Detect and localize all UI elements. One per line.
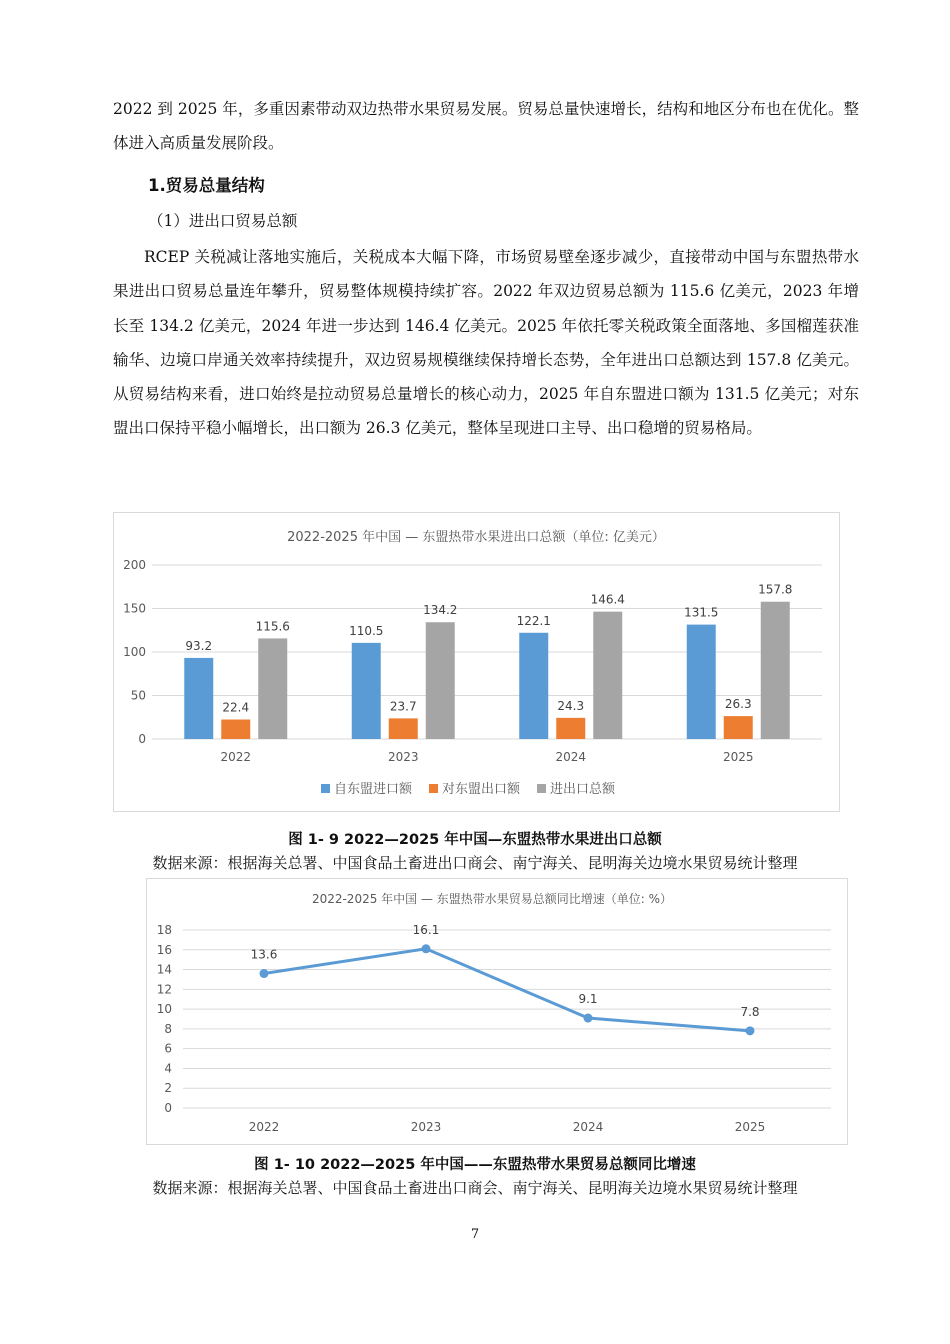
data-label: 9.1 bbox=[578, 992, 598, 1007]
data-label: 93.2 bbox=[185, 638, 213, 653]
data-label: 26.3 bbox=[724, 697, 752, 712]
y-tick-label: 200 bbox=[123, 558, 146, 572]
x-tick-label: 2024 bbox=[572, 1120, 604, 1134]
bar bbox=[556, 718, 585, 739]
growth-rate-line-chart bbox=[146, 878, 848, 1145]
legend-swatch bbox=[321, 784, 330, 793]
line-chart-svg bbox=[147, 879, 847, 1144]
section-heading: 1.贸易总量结构 bbox=[148, 176, 265, 195]
data-label: 157.8 bbox=[758, 582, 793, 597]
x-tick-label: 2025 bbox=[734, 1120, 766, 1134]
data-point bbox=[422, 944, 431, 953]
y-tick-label: 10 bbox=[156, 1002, 172, 1017]
body-paragraph: RCEP 关税减让落地实施后，关税成本大幅下降，市场贸易壁垒逐步减少，直接带动中国与东盟热带水果进出口贸易总量连年攀升，贸易整体规模持续扩容。2022 年双边贸易总额为 115.6 亿美元，2023 年增长至 134.2 亿美元，2024 年进一步达到 146.4 亿美元。2025 年依托零关税政策全面落地、多国榴莲获准输华、边境口岸通关效率持续提升，双边贸易规模继续保持增长态势，全年进出口总额达到 157.8 亿美元。从贸易结构来看，进口始终是拉动贸易总量增长的核心动力，2025 年自东盟进口额为 131.5 亿美元；对东盟出口保持平稳小幅增长，出口额为 26.3 亿美元，整体呈现进口主导、出口稳增的贸易格局。 bbox=[113, 248, 859, 438]
y-tick-label: 0 bbox=[164, 1101, 172, 1115]
y-tick-label: 2 bbox=[164, 1081, 172, 1096]
data-label: 146.4 bbox=[590, 592, 625, 607]
data-label: 23.7 bbox=[389, 699, 417, 714]
intro-paragraph: 2022 到 2025 年，多重因素带动双边热带水果贸易发展。贸易总量快速增长，结构和地区分布也在优化。整体进入高质量发展阶段。 bbox=[113, 100, 859, 153]
x-tick-label: 2022 bbox=[248, 1120, 280, 1134]
y-tick-label: 12 bbox=[156, 982, 172, 997]
y-tick-label: 14 bbox=[156, 962, 172, 977]
data-point bbox=[260, 969, 269, 978]
bar bbox=[519, 633, 548, 739]
x-tick-label: 2025 bbox=[722, 750, 754, 764]
bar bbox=[258, 638, 287, 739]
y-tick-label: 6 bbox=[164, 1041, 172, 1056]
y-tick-label: 18 bbox=[156, 923, 172, 937]
chart-title: 2022-2025 年中国 — 东盟热带水果进出口总额（单位: 亿美元） bbox=[287, 530, 665, 545]
figure-2-source: 数据来源：根据海关总署、中国食品土畜进出口商会、南宁海关、昆明海关边境水果贸易统计整理 bbox=[152, 1179, 798, 1197]
data-label: 16.1 bbox=[412, 922, 440, 937]
y-tick-label: 4 bbox=[164, 1061, 172, 1076]
chart-title: 2022-2025 年中国 — 东盟热带水果贸易总额同比增速（单位: %） bbox=[311, 892, 673, 906]
figure-1-source: 数据来源：根据海关总署、中国食品土畜进出口商会、南宁海关、昆明海关边境水果贸易统计整理 bbox=[152, 854, 798, 872]
bar bbox=[761, 602, 790, 739]
x-tick-label: 2023 bbox=[387, 750, 419, 764]
data-label: 13.6 bbox=[250, 947, 278, 962]
y-tick-label: 16 bbox=[156, 942, 172, 957]
trade-volume-bar-chart bbox=[113, 512, 840, 812]
data-label: 134.2 bbox=[423, 603, 458, 618]
x-tick-label: 2022 bbox=[220, 750, 252, 764]
y-tick-label: 150 bbox=[123, 601, 146, 616]
data-label: 22.4 bbox=[222, 700, 250, 715]
bar bbox=[687, 625, 716, 739]
bar bbox=[221, 720, 250, 739]
bar-chart-svg bbox=[114, 513, 839, 811]
y-tick-label: 100 bbox=[123, 645, 146, 659]
subsection-heading: （1）进出口贸易总额 bbox=[148, 212, 298, 230]
figure-2-caption: 图 1- 10 2022—2025 年中国——东盟热带水果贸易总额同比增速 bbox=[254, 1157, 696, 1173]
figure-1-caption: 图 1- 9 2022—2025 年中国—东盟热带水果进出口总额 bbox=[288, 832, 662, 848]
y-tick-label: 0 bbox=[138, 732, 146, 746]
data-point bbox=[584, 1014, 593, 1023]
y-tick-label: 50 bbox=[130, 688, 146, 703]
bar bbox=[426, 622, 455, 739]
data-label: 122.1 bbox=[516, 613, 551, 628]
data-label: 110.5 bbox=[349, 623, 384, 638]
bar bbox=[352, 643, 381, 739]
legend-swatch bbox=[429, 784, 438, 793]
bar bbox=[184, 658, 213, 739]
bar bbox=[724, 716, 753, 739]
x-tick-label: 2024 bbox=[555, 750, 587, 764]
x-tick-label: 2023 bbox=[410, 1120, 442, 1134]
bar bbox=[593, 612, 622, 739]
bar bbox=[389, 718, 418, 739]
legend-label: 进出口总额 bbox=[550, 782, 616, 797]
data-point bbox=[746, 1026, 755, 1035]
data-label: 131.5 bbox=[684, 605, 719, 620]
legend-label: 自东盟进口额 bbox=[334, 782, 413, 797]
page-number: 7 bbox=[470, 1227, 480, 1242]
data-label: 24.3 bbox=[557, 698, 585, 713]
legend-swatch bbox=[537, 784, 546, 793]
data-label: 115.6 bbox=[255, 619, 290, 634]
legend-label: 对东盟出口额 bbox=[442, 782, 521, 797]
data-label: 7.8 bbox=[740, 1004, 760, 1019]
y-tick-label: 8 bbox=[164, 1021, 172, 1036]
